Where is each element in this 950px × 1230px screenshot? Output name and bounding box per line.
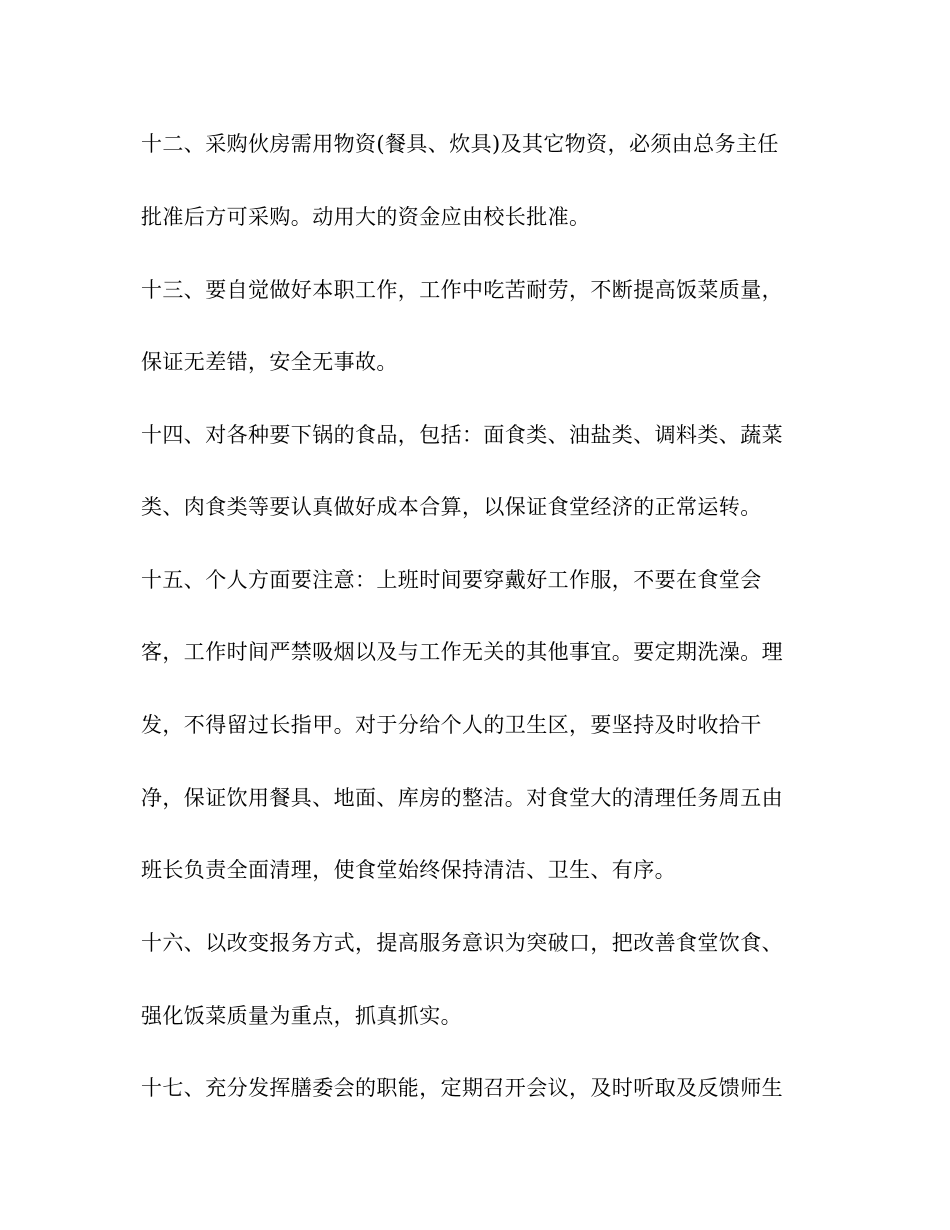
text-line-6: 类、肉食类等要认真做好成本合算，以保证食堂经济的正常运转。 (141, 495, 762, 519)
text-line-7: 十五、个人方面要注意：上班时间要穿戴好工作服，不要在食堂会 (141, 568, 762, 592)
text-line-2: 批准后方可采购。动用大的资金应由校长批准。 (141, 205, 591, 229)
text-line-4: 保证无差错，安全无事故。 (141, 350, 398, 374)
text-line-14: 十七、充分发挥膳委会的职能，定期召开会议，及时听取及反馈师生 (141, 1076, 783, 1100)
text-line-5: 十四、对各种要下锅的食品，包括：面食类、油盐类、调料类、蔬菜 (141, 423, 783, 447)
text-line-3: 十三、要自觉做好本职工作，工作中吃苦耐劳，不断提高饭菜质量， (141, 278, 783, 302)
text-line-13: 强化饭菜质量为重点，抓真抓实。 (141, 1004, 462, 1028)
text-line-1: 十二、采购伙房需用物资(餐具、炊具)及其它物资，必须由总务主任 (141, 132, 779, 156)
text-line-11: 班长负责全面清理，使食堂始终保持清洁、卫生、有序。 (141, 858, 676, 882)
text-line-9: 发，不得留过长指甲。对于分给个人的卫生区，要坚持及时收拾干 (141, 713, 762, 737)
text-line-8: 客，工作时间严禁吸烟以及与工作无关的其他事宜。要定期洗澡。理 (141, 640, 783, 664)
text-line-10: 净，保证饮用餐具、地面、库房的整洁。对食堂大的清理任务周五由 (141, 786, 783, 810)
text-line-12: 十六、以改变报务方式，提高服务意识为突破口，把改善食堂饮食、 (141, 931, 783, 955)
